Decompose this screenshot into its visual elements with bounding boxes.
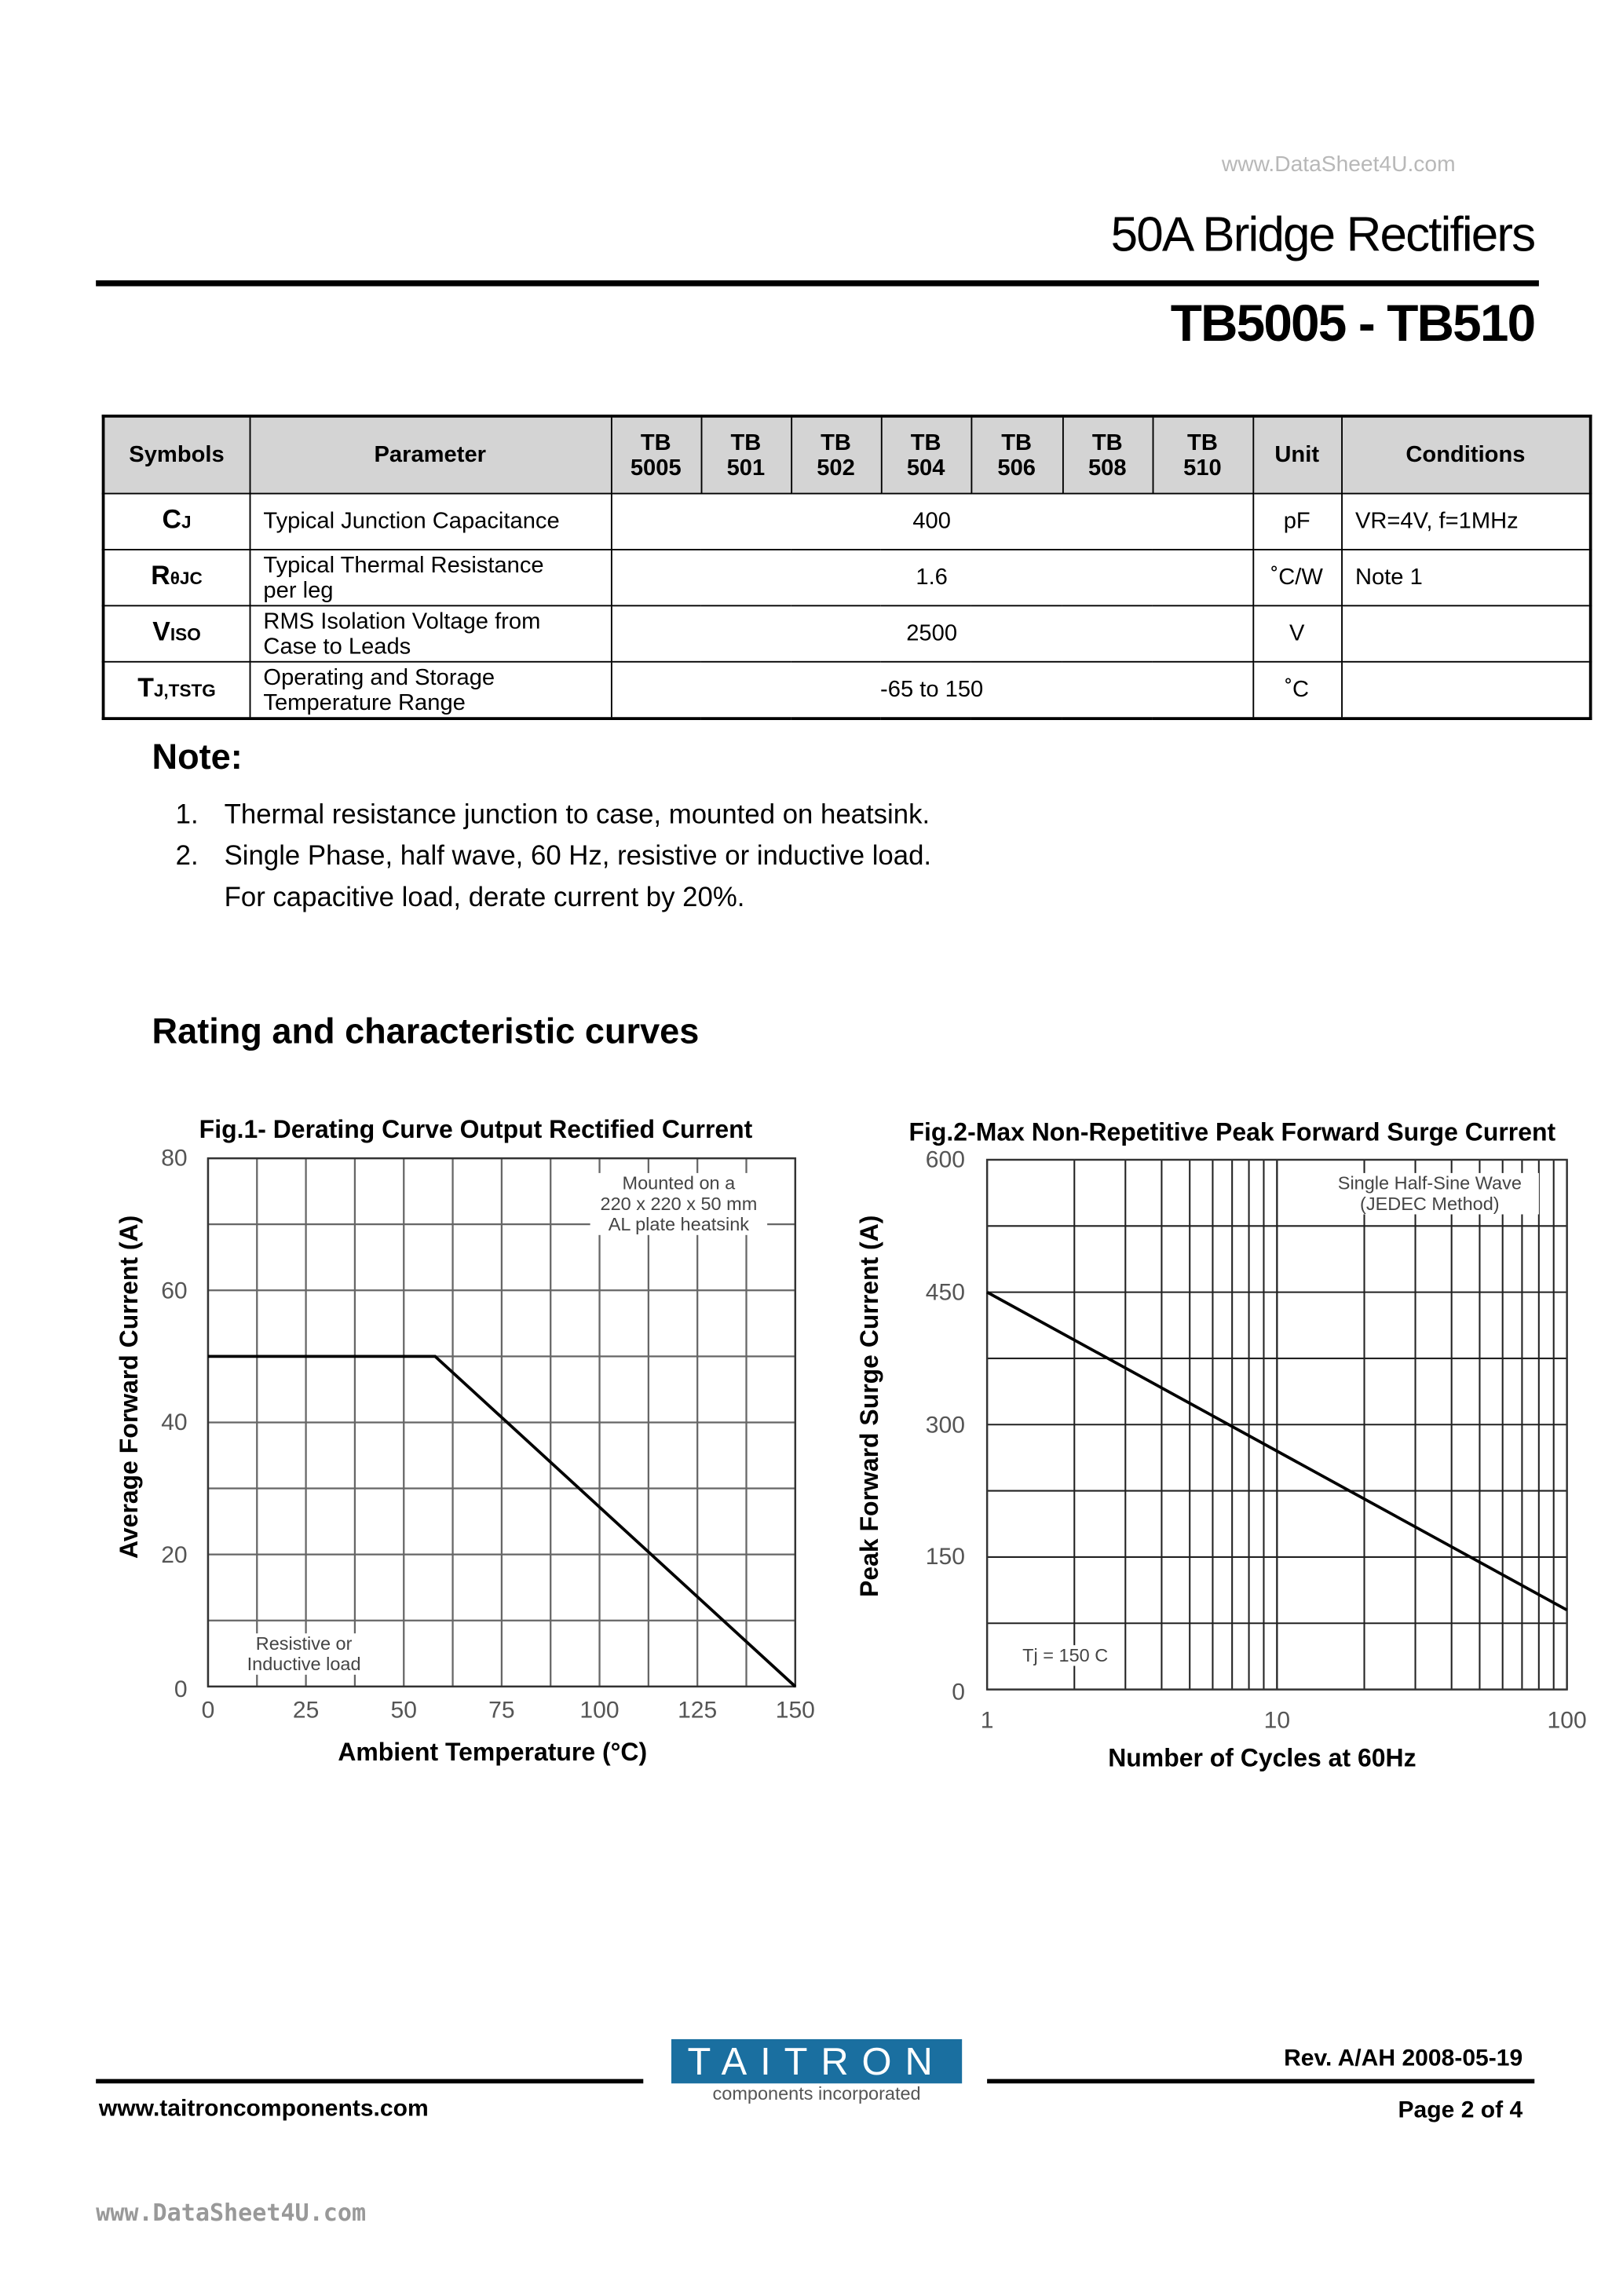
header-symbols: Symbols [104, 416, 250, 494]
website-link[interactable]: www.taitroncomponents.com [98, 2097, 429, 2122]
unit-cell: V [1252, 605, 1341, 661]
header-model: TB 5005 [611, 416, 701, 494]
fig1-ytick-label: 0 [174, 1677, 188, 1703]
fig1-xtick-label: 25 [292, 1698, 320, 1724]
fig2-ytick-label: 150 [925, 1545, 965, 1570]
parameter-cell: RMS Isolation Voltage from Case to Leads [250, 605, 611, 661]
value-cell: -65 to 150 [611, 662, 1252, 718]
fig1-ylabel: Average Forward Current (A) [115, 1215, 144, 1559]
fig2-method-annotation: Single Half-Sine Wave (JEDEC Method) [1321, 1173, 1539, 1215]
value-cell: 400 [611, 494, 1252, 550]
page-number: Page 2 of 4 [1398, 2098, 1523, 2124]
part-range: TB5005 - TB510 [1170, 294, 1535, 353]
symbol-cell: CJ [104, 494, 250, 550]
unit-cell: ˚C/W [1252, 550, 1341, 605]
fig1-ytick-label: 20 [161, 1542, 188, 1568]
note-number: 1. [175, 798, 199, 830]
fig1-xtick-label: 150 [775, 1698, 815, 1724]
document-title: 50A Bridge Rectifiers [1110, 207, 1535, 261]
fig1-xlabel: Ambient Temperature (°C) [338, 1738, 648, 1767]
fig2-ytick-label: 0 [952, 1680, 965, 1706]
value-cell: 1.6 [611, 550, 1252, 605]
header-conditions: Conditions [1341, 416, 1591, 494]
fig2-ytick-label: 600 [925, 1147, 965, 1173]
header-model: TB 504 [881, 416, 971, 494]
fig2-xtick-label: 10 [1263, 1708, 1291, 1734]
taitron-logo: TAITRON [671, 2039, 962, 2083]
header-parameter: Parameter [250, 416, 611, 494]
fig2-ytick-label: 450 [925, 1280, 965, 1306]
fig1-ytick-label: 80 [161, 1146, 188, 1172]
fig1-heatsink-annotation: Mounted on a 220 x 220 x 50 mm AL plate heatsink [590, 1173, 767, 1235]
conditions-cell: VR=4V, f=1MHz [1341, 494, 1591, 550]
header-unit: Unit [1252, 416, 1341, 494]
watermark-bottom: www.DataSheet4U.com [96, 2198, 367, 2227]
fig1-xtick-label: 100 [579, 1698, 620, 1724]
symbol-cell: VISO [104, 605, 250, 661]
fig1-title: Fig.1- Derating Curve Output Rectified Current [199, 1115, 753, 1144]
fig2-tj-annotation: Tj = 150 C [1012, 1645, 1118, 1665]
fig2-ylabel: Peak Forward Surge Current (A) [855, 1215, 884, 1597]
value-cell: 2500 [611, 605, 1252, 661]
note-text: For capacitive load, derate current by 20%. [224, 880, 745, 912]
conditions-cell: Note 1 [1341, 550, 1591, 605]
fig1-xtick-label: 125 [678, 1698, 718, 1724]
note-heading: Note: [152, 737, 243, 778]
header-model: TB 510 [1153, 416, 1253, 494]
header-model: TB 506 [971, 416, 1062, 494]
fig2-ytick-label: 300 [925, 1413, 965, 1439]
taitron-logo-subtitle: components incorporated [712, 2083, 921, 2104]
revision: Rev. A/AH 2008-05-19 [1284, 2046, 1523, 2072]
unit-cell: pF [1252, 494, 1341, 550]
watermark-top: www.DataSheet4U.com [1221, 152, 1456, 177]
fig2-xtick-label: 1 [980, 1708, 994, 1734]
fig2-xlabel: Number of Cycles at 60Hz [1108, 1744, 1416, 1772]
footer-rule-right [987, 2079, 1534, 2084]
note-number: 2. [175, 839, 199, 871]
fig1-load-annotation: Resistive or Inductive load [236, 1633, 372, 1675]
parameter-cell: Operating and Storage Temperature Range [250, 662, 611, 718]
parameter-cell: Typical Thermal Resistance per leg [250, 550, 611, 605]
fig1-xtick-label: 0 [201, 1698, 215, 1724]
section-title: Rating and characteristic curves [152, 1012, 700, 1052]
fig1-ytick-label: 40 [161, 1410, 188, 1436]
header-model: TB 508 [1062, 416, 1153, 494]
fig1-ytick-label: 60 [161, 1278, 188, 1304]
parameter-cell: Typical Junction Capacitance [250, 494, 611, 550]
fig1-xtick-label: 50 [390, 1698, 417, 1724]
header-model: TB 501 [701, 416, 791, 494]
fig2-title: Fig.2-Max Non-Repetitive Peak Forward Surge Current [908, 1118, 1556, 1147]
footer-rule-left [96, 2079, 643, 2084]
note-text: Single Phase, half wave, 60 Hz, resistive or inductive load. [224, 839, 932, 871]
header-model: TB 502 [791, 416, 881, 494]
symbol-cell: TJ,TSTG [104, 662, 250, 718]
fig2-xtick-label: 100 [1547, 1708, 1587, 1734]
note-text: Thermal resistance junction to case, mounted on heatsink. [224, 798, 930, 830]
fig1-xtick-label: 75 [488, 1698, 515, 1724]
symbol-cell: RθJC [104, 550, 250, 605]
unit-cell: ˚C [1252, 662, 1341, 718]
